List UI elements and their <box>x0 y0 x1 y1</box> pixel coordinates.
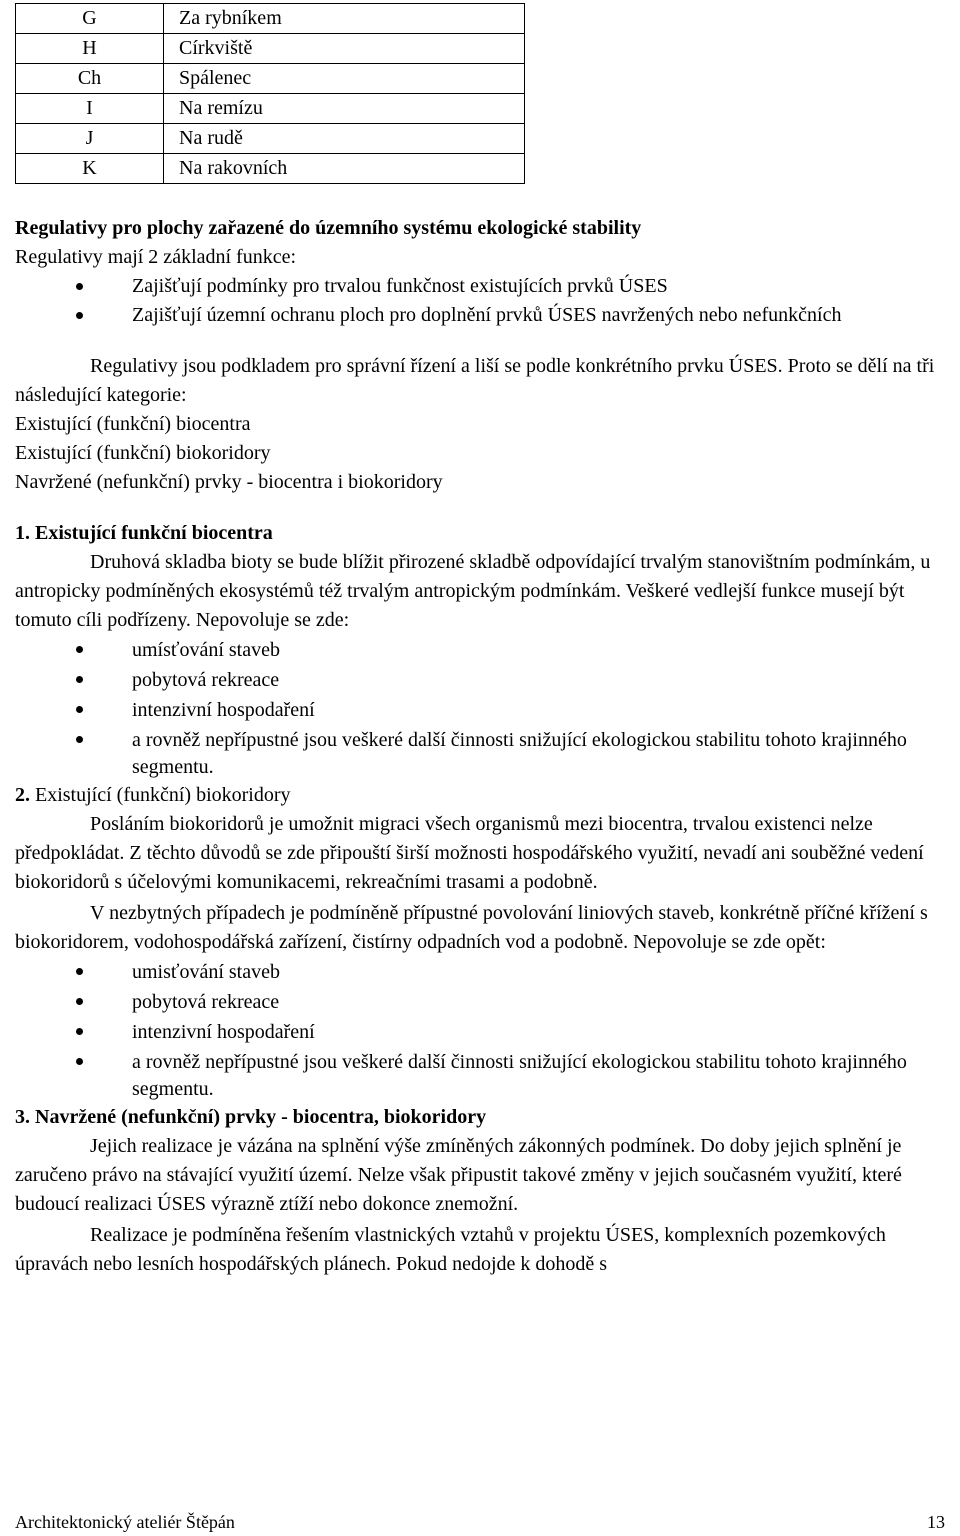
table-row <box>16 154 525 184</box>
bullet-item: Zajišťují územní ochranu ploch pro doplnění prvků ÚSES navržených nebo nefunkčních <box>15 301 955 330</box>
category-item: Existující (funkční) biocentra <box>15 413 251 435</box>
table-row <box>16 94 525 124</box>
page-footer <box>15 1510 945 1534</box>
bullet-item: Zajišťují podmínky pro trvalou funkčnost existujících prvků ÚSES <box>15 272 955 301</box>
biocentrum-name: Spálenec <box>164 64 525 94</box>
biocentrum-code: I <box>16 94 164 124</box>
biocentra-table <box>15 3 525 184</box>
bullet-item: a rovněž nepřípustné jsou veškeré další činnosti snižující ekologickou stabilitu tohoto krajinného segmentu. <box>15 1047 955 1103</box>
section2-paragraph-2: V nezbytných případech je podmíněně přípustné povolování liniových staveb, konkrétně příčné křížení s biokoridorem, vodohospodářská zařízení, čistírny odpadních vod a podobně. Nepovoluje se zde opět: <box>15 902 928 953</box>
biocentrum-name: Na rakovních <box>164 154 525 184</box>
regulativy-heading: Regulativy pro plochy zařazené do územního systému ekologické stability <box>15 217 642 239</box>
bullet-item: a rovněž nepřípustné jsou veškeré další činnosti snižující ekologickou stabilitu tohoto krajinného segmentu. <box>15 725 955 781</box>
section2-heading-number: 2. <box>15 784 35 806</box>
bullet-item: intenzivní hospodaření <box>15 695 955 725</box>
biocentrum-code: H <box>16 34 164 64</box>
biocentrum-name: Církviště <box>164 34 525 64</box>
category-item: Existující (funkční) biokoridory <box>15 442 271 464</box>
category-item: Navržené (nefunkční) prvky - biocentra i biokoridory <box>15 471 443 493</box>
section3-heading: 3. Navržené (nefunkční) prvky - biocentra, biokoridory <box>15 1106 487 1128</box>
biocentrum-code: J <box>16 124 164 154</box>
section2-heading-text: Existující (funkční) biokoridory <box>35 784 291 806</box>
table-row <box>16 34 525 64</box>
biocentrum-name: Na remízu <box>164 94 525 124</box>
page-number: 13 <box>927 1512 945 1532</box>
regulativy-intro: Regulativy mají 2 základní funkce: <box>15 246 297 268</box>
section2-bullet-list <box>15 957 955 1103</box>
section1-paragraph: Druhová skladba bioty se bude blížit přirozené skladbě odpovídající trvalým stanovištním podmínkám, u antropicky podmíněných ekosystémů též trvalým antropickým podmínkám. Veškeré vedlejší funkce musejí být tomuto cíli podřízeny. Nepovoluje se zde: <box>15 551 931 631</box>
bullet-item: pobytová rekreace <box>15 987 955 1017</box>
bullet-item: pobytová rekreace <box>15 665 955 695</box>
section3-paragraph-1: Jejich realizace je vázána na splnění výše zmíněných zákonných podmínek. Do doby jejich splnění je zaručeno právo na stávající využití území. Nelze však připustit takové změny v jejich současném využití, které budoucí realizaci ÚSES výrazně ztíží nebo dokonce znemožní. <box>15 1135 902 1215</box>
section1-bullet-list <box>15 635 955 781</box>
document-page <box>15 3 955 1279</box>
biocentrum-code: G <box>16 4 164 34</box>
bullet-item: umísťování staveb <box>15 635 955 665</box>
section2-paragraph-1: Posláním biokoridorů je umožnit migraci všech organismů mezi biocentra, trvalou existenci nelze předpokládat. Z těchto důvodů se zde připouští širší možnosti hospodářského využití, nevadí ani souběžné vedení biokoridorů s účelovými komunikacemi, rekreačními trasami a podobně. <box>15 813 924 893</box>
regulativy-paragraph: Regulativy jsou podkladem pro správní řízení a liší se podle konkrétního prvku ÚSES. Proto se dělí na tři následující kategorie: <box>15 355 935 406</box>
table-row <box>16 64 525 94</box>
biocentrum-name: Na rudě <box>164 124 525 154</box>
table-row <box>16 4 525 34</box>
table-row <box>16 124 525 154</box>
biocentrum-code: K <box>16 154 164 184</box>
section3-paragraph-2: Realizace je podmíněna řešením vlastnických vztahů v projektu ÚSES, komplexních pozemkových úpravách nebo lesních hospodářských plánech. Pokud nedojde k dohodě s <box>15 1224 886 1275</box>
regulativy-bullet-list <box>15 272 955 330</box>
biocentrum-code: Ch <box>16 64 164 94</box>
bullet-item: umisťování staveb <box>15 957 955 987</box>
section2-heading <box>15 781 955 810</box>
bullet-item: intenzivní hospodaření <box>15 1017 955 1047</box>
section1-heading: 1. Existující funkční biocentra <box>15 522 273 544</box>
biocentrum-name: Za rybníkem <box>164 4 525 34</box>
footer-company: Architektonický ateliér Štěpán <box>15 1512 235 1532</box>
